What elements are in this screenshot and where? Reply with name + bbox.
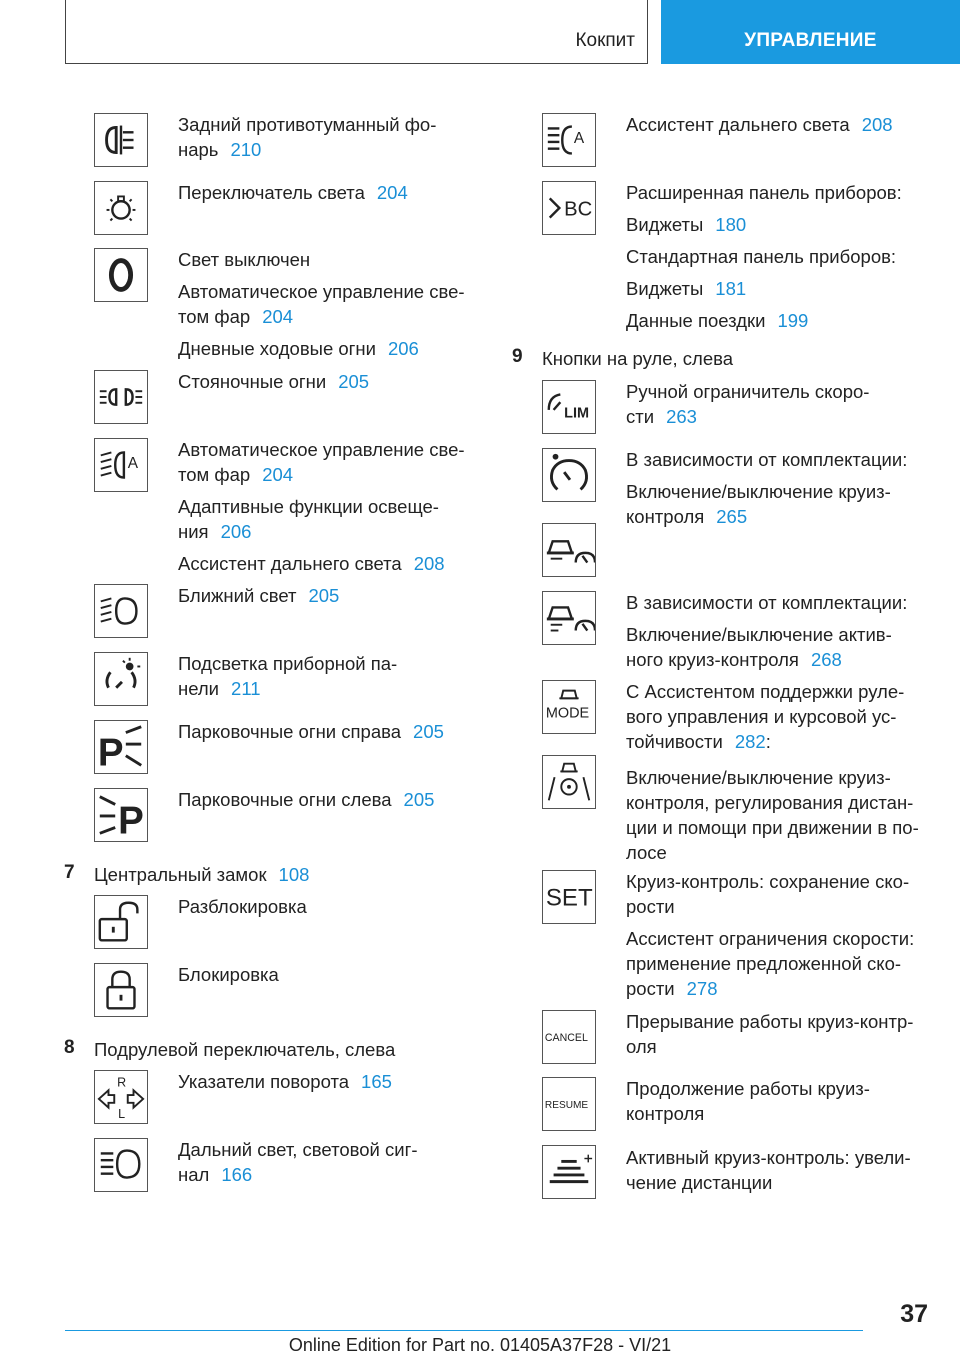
page-number: 37 (900, 1300, 928, 1328)
line: Активный круиз-контроль: увели- (626, 1147, 911, 1168)
parking-lights-icon (94, 370, 148, 424)
set-label: SET (545, 884, 593, 912)
parking-right-icon (94, 720, 148, 774)
page-ref-link[interactable]: 166 (221, 1164, 253, 1185)
line: нели (178, 678, 220, 699)
line: Ручной ограничитель скоро- (626, 381, 870, 402)
svg-text:A: A (573, 129, 585, 147)
item-light-switch (178, 180, 408, 205)
page-ref-link[interactable]: 263 (666, 406, 697, 427)
item-parking-left (178, 787, 434, 812)
page-ref-link[interactable]: 165 (361, 1071, 392, 1092)
page-ref-link[interactable]: 180 (715, 214, 747, 235)
svg-text:P: P (97, 731, 124, 773)
page-ref-link[interactable]: 265 (716, 506, 748, 527)
steering-assist-icon (542, 755, 596, 809)
line: Автоматическое управление све- (178, 281, 465, 302)
line: Разблокировка (178, 896, 307, 917)
line: рости (626, 896, 675, 917)
line: оля (626, 1036, 657, 1057)
footer-divider (65, 1330, 863, 1331)
line: Включение/выключение круиз- (626, 481, 891, 502)
item-parking-lights (178, 369, 369, 394)
line: Указатели поворота (178, 1071, 350, 1092)
item-low-beam (178, 583, 339, 608)
page-ref-link[interactable]: 205 (413, 721, 444, 742)
distance-plus-icon (542, 1145, 596, 1199)
line: применение предложенной ско- (626, 953, 902, 974)
line: ного круиз-контроля (626, 649, 799, 670)
item-instrument-lighting (178, 651, 397, 701)
resume-icon (542, 1077, 596, 1131)
line: контроля, регулирования дистан- (626, 792, 914, 813)
speed-limiter-icon (542, 380, 596, 434)
header-section-tab (661, 0, 960, 64)
bc-label: BC (564, 198, 593, 221)
item-set (626, 869, 914, 1001)
line: Автоматическое управление све- (178, 439, 465, 460)
page-ref-link[interactable]: 205 (338, 371, 370, 392)
line: В зависимости от комплектации: (626, 449, 908, 470)
set-icon (542, 870, 596, 924)
line: лосе (626, 842, 667, 863)
section-number: 9 (512, 346, 523, 367)
line: Задний противотуманный фо- (178, 114, 437, 135)
item-active-cruise (626, 590, 907, 672)
line: Ассистент дальнего света (178, 553, 402, 574)
item-resume (626, 1076, 870, 1126)
svg-text:A: A (127, 454, 139, 472)
item-unlock (178, 894, 307, 919)
item-cancel (626, 1009, 913, 1059)
line: чение дистанции (626, 1172, 773, 1193)
line: Блокировка (178, 964, 279, 985)
svg-text:R: R (117, 1075, 127, 1090)
page-ref-link[interactable]: 208 (861, 114, 893, 135)
header-chapter-box (65, 0, 648, 64)
line: Прерывание работы круиз-контр- (626, 1011, 914, 1032)
item-lock (178, 962, 279, 987)
low-beam-icon (94, 584, 148, 638)
item-speed-limiter (626, 379, 869, 429)
line: Виджеты (626, 278, 704, 299)
item-high-beam-assist (626, 112, 893, 137)
page-ref-link[interactable]: 211 (231, 678, 261, 699)
edition-footer: Online Edition for Part no. 01405A37F28 - VI/21 (288, 1335, 672, 1355)
lock-icon (94, 963, 148, 1017)
line: С Ассистентом поддержки руле- (626, 681, 905, 702)
page-ref-link[interactable]: 204 (262, 464, 294, 485)
line: Ассистент дальнего света (626, 114, 850, 135)
line: контроля (626, 506, 705, 527)
svg-text:L: L (118, 1107, 126, 1122)
line: Ближний свет (178, 585, 297, 606)
line: нарь (178, 139, 219, 160)
item-parking-right (178, 719, 444, 744)
line: Круиз-контроль: сохранение ско- (626, 871, 910, 892)
svg-text:P: P (118, 799, 144, 841)
item-rear-fog (178, 112, 436, 162)
item-lights-off (178, 247, 465, 361)
page-ref-link[interactable]: 282 (734, 731, 766, 752)
page-ref-link[interactable]: 204 (376, 182, 408, 203)
item-auto-headlight (178, 437, 465, 576)
distance-cruise-icon (542, 523, 596, 577)
line: тойчивости (626, 731, 723, 752)
chapter-title: Кокпит (575, 30, 635, 51)
item-distance-plus (626, 1145, 911, 1195)
line: вого управления и курсовой ус- (626, 706, 897, 727)
line: том фар (178, 306, 251, 327)
page-ref-link[interactable]: 206 (220, 521, 252, 542)
line: том фар (178, 464, 251, 485)
section-title (94, 862, 309, 887)
line: рости (626, 978, 675, 999)
item-instrument-panel (626, 180, 902, 333)
page-ref-link[interactable]: 278 (686, 978, 718, 999)
line: Включение/выключение актив- (626, 624, 892, 645)
instrument-lighting-icon (94, 652, 148, 706)
page-ref-link[interactable]: 205 (308, 585, 340, 606)
cancel-label: CANCEL (544, 1031, 588, 1044)
line: : (765, 731, 771, 752)
resume-label: RESUME (544, 1099, 589, 1111)
auto-headlight-icon (94, 438, 148, 492)
page-ref-link[interactable]: 204 (262, 306, 294, 327)
page-ref-link[interactable]: 268 (810, 649, 842, 670)
turn-signal-icon (94, 1070, 148, 1124)
active-cruise-icon (542, 591, 596, 645)
line: контроля (626, 1103, 705, 1124)
item-high-beam (178, 1137, 418, 1187)
line: Центральный замок (94, 864, 267, 885)
line: Данные поездки (626, 310, 766, 331)
section-title: Кнопки на руле, слева (542, 348, 734, 369)
page-ref-link[interactable]: 210 (230, 139, 262, 160)
lights-off-icon (94, 248, 148, 302)
rear-fog-light-icon (94, 113, 148, 167)
bc-display-icon (542, 181, 596, 235)
mode-icon (542, 680, 596, 734)
item-cruise-control (626, 447, 907, 529)
item-mode (626, 679, 904, 754)
section-title: УПРАВЛЕНИЕ (744, 30, 877, 51)
page-ref-link[interactable]: 205 (403, 789, 435, 810)
page-ref-link[interactable]: 199 (777, 310, 809, 331)
item-turn-signal (178, 1069, 392, 1094)
item-steering-assist (626, 765, 919, 865)
line: Стандартная панель приборов: (626, 246, 897, 267)
line: Дневные ходовые огни (178, 338, 376, 359)
page-ref-link[interactable]: 206 (387, 338, 419, 359)
section-title: Подрулевой переключатель, слева (94, 1039, 396, 1060)
cruise-control-icon (542, 448, 596, 502)
line: Стояночные огни (178, 371, 327, 392)
line: В зависимости от комплектации: (626, 592, 908, 613)
parking-left-icon (94, 788, 148, 842)
page-ref-link[interactable]: 208 (413, 553, 445, 574)
line: Ассистент ограничения скорости: (626, 928, 915, 949)
section-number: 7 (64, 862, 75, 883)
line: Парковочные огни справа (178, 721, 402, 742)
line: Парковочные огни слева (178, 789, 392, 810)
page-ref-link[interactable]: 181 (715, 278, 747, 299)
line: Адаптивные функции освеще- (178, 496, 439, 517)
line: Дальний свет, световой сиг- (178, 1139, 418, 1160)
line: Включение/выключение круиз- (626, 767, 891, 788)
line: ции и помощи при движении в по- (626, 817, 919, 838)
line: Расширенная панель приборов: (626, 182, 902, 203)
line: Подсветка приборной па- (178, 653, 398, 674)
section-number: 8 (64, 1037, 75, 1058)
line: Виджеты (626, 214, 704, 235)
high-beam-assist-icon (542, 113, 596, 167)
mode-label: MODE (545, 705, 590, 722)
lim-label: LIM (564, 405, 590, 422)
line: нал (178, 1164, 210, 1185)
line: сти (626, 406, 655, 427)
line: Свет выключен (178, 249, 311, 270)
light-switch-icon (94, 181, 148, 235)
cancel-icon (542, 1010, 596, 1064)
line: Продолжение работы круиз- (626, 1078, 870, 1099)
high-beam-icon (94, 1138, 148, 1192)
line: ния (178, 521, 209, 542)
unlock-icon (94, 895, 148, 949)
line: Переключатель света (178, 182, 365, 203)
page-ref-link[interactable]: 108 (278, 864, 310, 885)
